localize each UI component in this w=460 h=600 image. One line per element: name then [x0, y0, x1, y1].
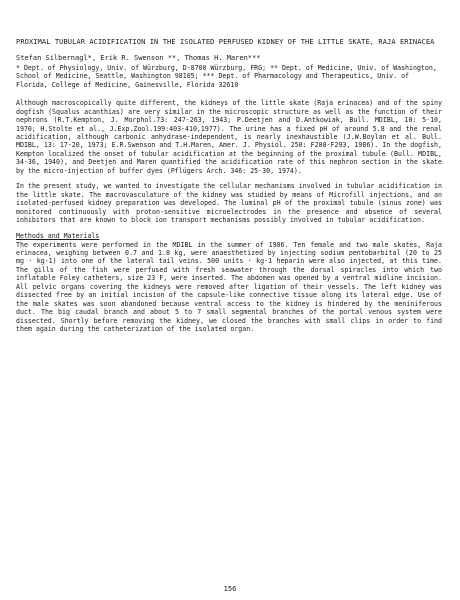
paper-title: PROXIMAL TUBULAR ACIDIFICATION IN THE ISOLATED PERFUSED KIDNEY OF THE LITTLE SKATE, RAJA ERINACEA [16, 38, 435, 46]
methods-paragraph: The experiments were performed in the MDIBL in the summer of 1986. Ten female and two male skates, Raja erinacea, weighing between 0.7 and 1.8 kg, were anaesthetized by injecting sodium pentobarbital (20 to 25 mg · kg-1) into one of the lateral tail veins. 500 units · kg-1 heparin were also injected, at this time. The gills of the fish were perfused with fresh seawater through the dorsal spiracles into which two inflatable Foley catheters, size 23 F, were inserted. The abdomen was opened by a ventral midline incision. All pelvic organs covering the kidneys were removed after ligation of their vessels. The left kidney was dissected free by an initial incision of the capsule-like connective tissue along its lateral edge. Use of the male skates was soon abandoned because ventral access to the kidney is hindered by the meniniferous duct. The big caudal branch and about 5 to 7 small segmental branches of the portal venous system were dissected. Shortly before removing the kidney, we closed the branches with small clips in order to find them again during the catheterization of the isolated organ. [16, 240, 442, 334]
page-number: 156 [223, 585, 237, 593]
intro-paragraph-2: In the present study, we wanted to investigate the cellular mechanisms involved in tubular acidification in the little skate. The macrovasculature of the kidney was studied by means of Microfill injections, and an isolated-perfused kidney preparation was developed. The luminal pH of the proximal tubule (sinus zone) was monitored continuously with proton-sensitive microelectrodes in the presence and absence of several inhibitors that are known to block ion transport mechanisms possibly involved in tubular acidification. [16, 182, 442, 225]
section-heading: Methods and Materials [16, 231, 100, 240]
author-list: Stefan Silbernagl*, Erik R. Swenson **, Thomas H. Maren*** [16, 54, 261, 62]
intro-paragraph-1: Although macroscopically quite different, the kidneys of the little skate (Raja erinacea) and of the spiny dogfish (Squalus acanthias) are very similar in the microscopic structure as well as the function of their nephrons (R.T.Kempton, J. Morphol.73: 247-263, 1943; P.Deetjen and D.Antkowiak, Bull. MDIBL, 10: 5-10, 1970; H.Stolte et al., J.Exp.Zool.199:403-410,1977). The urine has a fixed pH of around 5.8 and the renal acidification, although carbonic anhydrase-independent, is nearly inexhaustible (J.W.Boylan et al. Bull. MDIBL, 13: 17-20, 1973; E.R.Swenson and T.H.Maren, Amer. J. Physiol. 250: F288-F293, 1986). In the dogfish, Kempton localized the onset of tubular acidification at the beginning of the proximal tubule (Bull. MDIBL, 34-36, 1940), and Deetjen and Maren quantified the acidification rate of this nephron section in the skate by the micro-injection of buffer dyes (Pflügers Arch. 346: 25-30, 1974). [16, 99, 442, 175]
affiliations: * Dept. of Physiology, Univ. of Würzburg, D-8700 Würzburg, FRG; ** Dept. of Medicine, Univ. of Washington, School of Medicine, Seattle, Washington 98105; *** Dept. of Pharmacology and Therapeutics, Univ. of Florida, College of Medicine, Gainesville, Florida 32610 [16, 64, 437, 89]
